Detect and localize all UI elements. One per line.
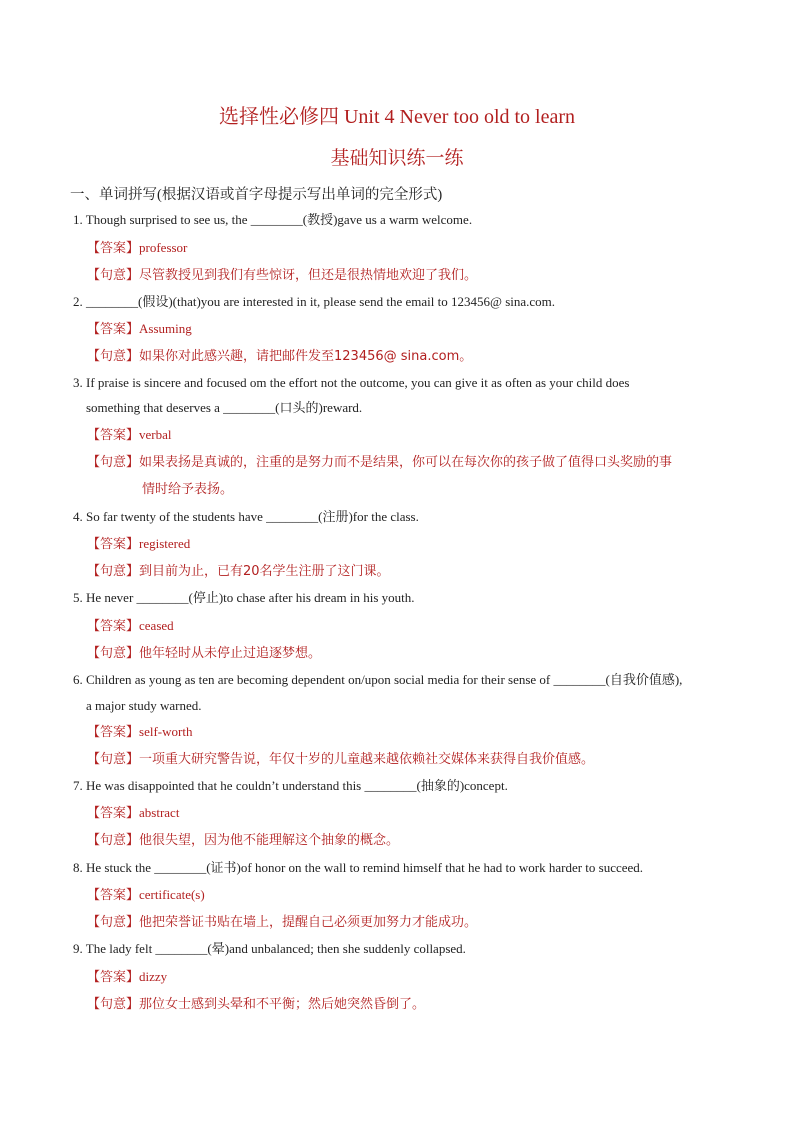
meaning-label: 【句意】	[87, 997, 140, 1012]
meaning-label: 【句意】	[87, 564, 140, 579]
answer-label: 【答案】	[87, 888, 140, 903]
answer-value: registered	[139, 536, 191, 551]
meaning-4	[87, 561, 390, 582]
answer-3	[87, 425, 172, 446]
answer-7	[87, 803, 179, 824]
answer-label: 【答案】	[87, 725, 140, 740]
meaning-value: 他很失望，因为他不能理解这个抽象的概念。	[139, 833, 400, 848]
answer-label: 【答案】	[87, 322, 140, 337]
answer-value: Assuming	[139, 321, 192, 336]
answer-label: 【答案】	[87, 241, 140, 256]
answer-value: verbal	[139, 427, 172, 442]
meaning-value: 一项重大研究警告说，年仅十岁的儿童越来越依赖社交媒体来获得自我价值感。	[139, 752, 595, 767]
question-7: 7. He was disappointed that he couldn’t understand this ________(抽象的)concept.	[73, 778, 508, 793]
answer-label: 【答案】	[87, 806, 140, 821]
question-4: 4. So far twenty of the students have ________(注册)for the class.	[73, 509, 419, 524]
meaning-label: 【句意】	[87, 833, 140, 848]
meaning-5	[87, 643, 321, 664]
page-title: 选择性必修四 Unit 4 Never too old to learn	[218, 106, 576, 128]
meaning-2	[87, 346, 472, 367]
meaning-label: 【句意】	[87, 455, 140, 470]
meaning-value: 到目前为止，已有20名学生注册了这门课。	[139, 564, 390, 579]
answer-value: certificate(s)	[139, 887, 205, 902]
answer-value: self-worth	[139, 724, 193, 739]
meaning-value: 如果你对此感兴趣，请把邮件发至123456@ sina.com。	[139, 349, 473, 364]
meaning-label: 【句意】	[87, 752, 140, 767]
meaning-label: 【句意】	[87, 349, 140, 364]
question-8: 8. He stuck the ________(证书)of honor on the wall to remind himself that he had to work harder to succeed.	[73, 860, 644, 875]
meaning-value: 他把荣誉证书贴在墙上，提醒自己必须更加努力才能成功。	[139, 915, 478, 930]
question-9: 9. The lady felt ________(晕)and unbalanced; then she suddenly collapsed.	[73, 941, 466, 956]
meaning-value: 如果表扬是真诚的，注重的是努力而不是结果，你可以在每次你的孩子做了值得口头奖励的事	[139, 455, 673, 470]
meaning-value: 那位女士感到头晕和不平衡；然后她突然昏倒了。	[139, 997, 426, 1012]
question-6-cont: a major study warned.	[86, 698, 202, 713]
question-6: 6. Children as young as ten are becoming dependent on/upon social media for their sense of ________(自我价值感),	[73, 672, 683, 687]
answer-label: 【答案】	[87, 428, 140, 443]
question-1: 1. Though surprised to see us, the ________(教授)gave us a warm welcome.	[73, 212, 473, 227]
meaning-9	[87, 994, 425, 1015]
answer-4	[87, 534, 190, 555]
answer-value: ceased	[139, 618, 174, 633]
question-3-cont: something that deserves a ________(口头的)reward.	[86, 400, 363, 415]
answer-value: professor	[139, 240, 188, 255]
section-heading: 一、单词拼写(根据汉语或首字母提示写出单词的完全形式)	[70, 187, 443, 203]
meaning-value: 尽管教授见到我们有些惊讶，但还是很热情地欢迎了我们。	[139, 268, 478, 283]
meaning-6	[87, 749, 594, 770]
meaning-label: 【句意】	[87, 268, 140, 283]
meaning-value: 他年轻时从未停止过追逐梦想。	[139, 646, 322, 661]
answer-1	[87, 238, 187, 259]
meaning-3	[87, 452, 672, 473]
page-subtitle: 基础知识练一练	[330, 148, 464, 169]
question-2: 2. ________(假设)(that)you are interested in it, please send the email to 123456@ sina.com.	[73, 294, 556, 309]
question-5: 5. He never ________(停止)to chase after his dream in his youth.	[73, 590, 415, 605]
answer-8	[87, 885, 205, 906]
meaning-1	[87, 265, 477, 286]
meaning-3-cont: 情时给予表扬。	[142, 482, 234, 497]
answer-6	[87, 722, 192, 743]
meaning-label: 【句意】	[87, 646, 140, 661]
answer-label: 【答案】	[87, 537, 140, 552]
meaning-label: 【句意】	[87, 915, 140, 930]
answer-value: dizzy	[139, 969, 168, 984]
answer-9	[87, 967, 167, 988]
meaning-8	[87, 912, 477, 933]
question-3: 3. If praise is sincere and focused om the effort not the outcome, you can give it as often as your child does	[73, 375, 630, 390]
answer-label: 【答案】	[87, 970, 140, 985]
answer-value: abstract	[139, 805, 180, 820]
answer-5	[87, 616, 174, 637]
answer-label: 【答案】	[87, 619, 140, 634]
meaning-7	[87, 830, 399, 851]
answer-2	[87, 319, 192, 340]
